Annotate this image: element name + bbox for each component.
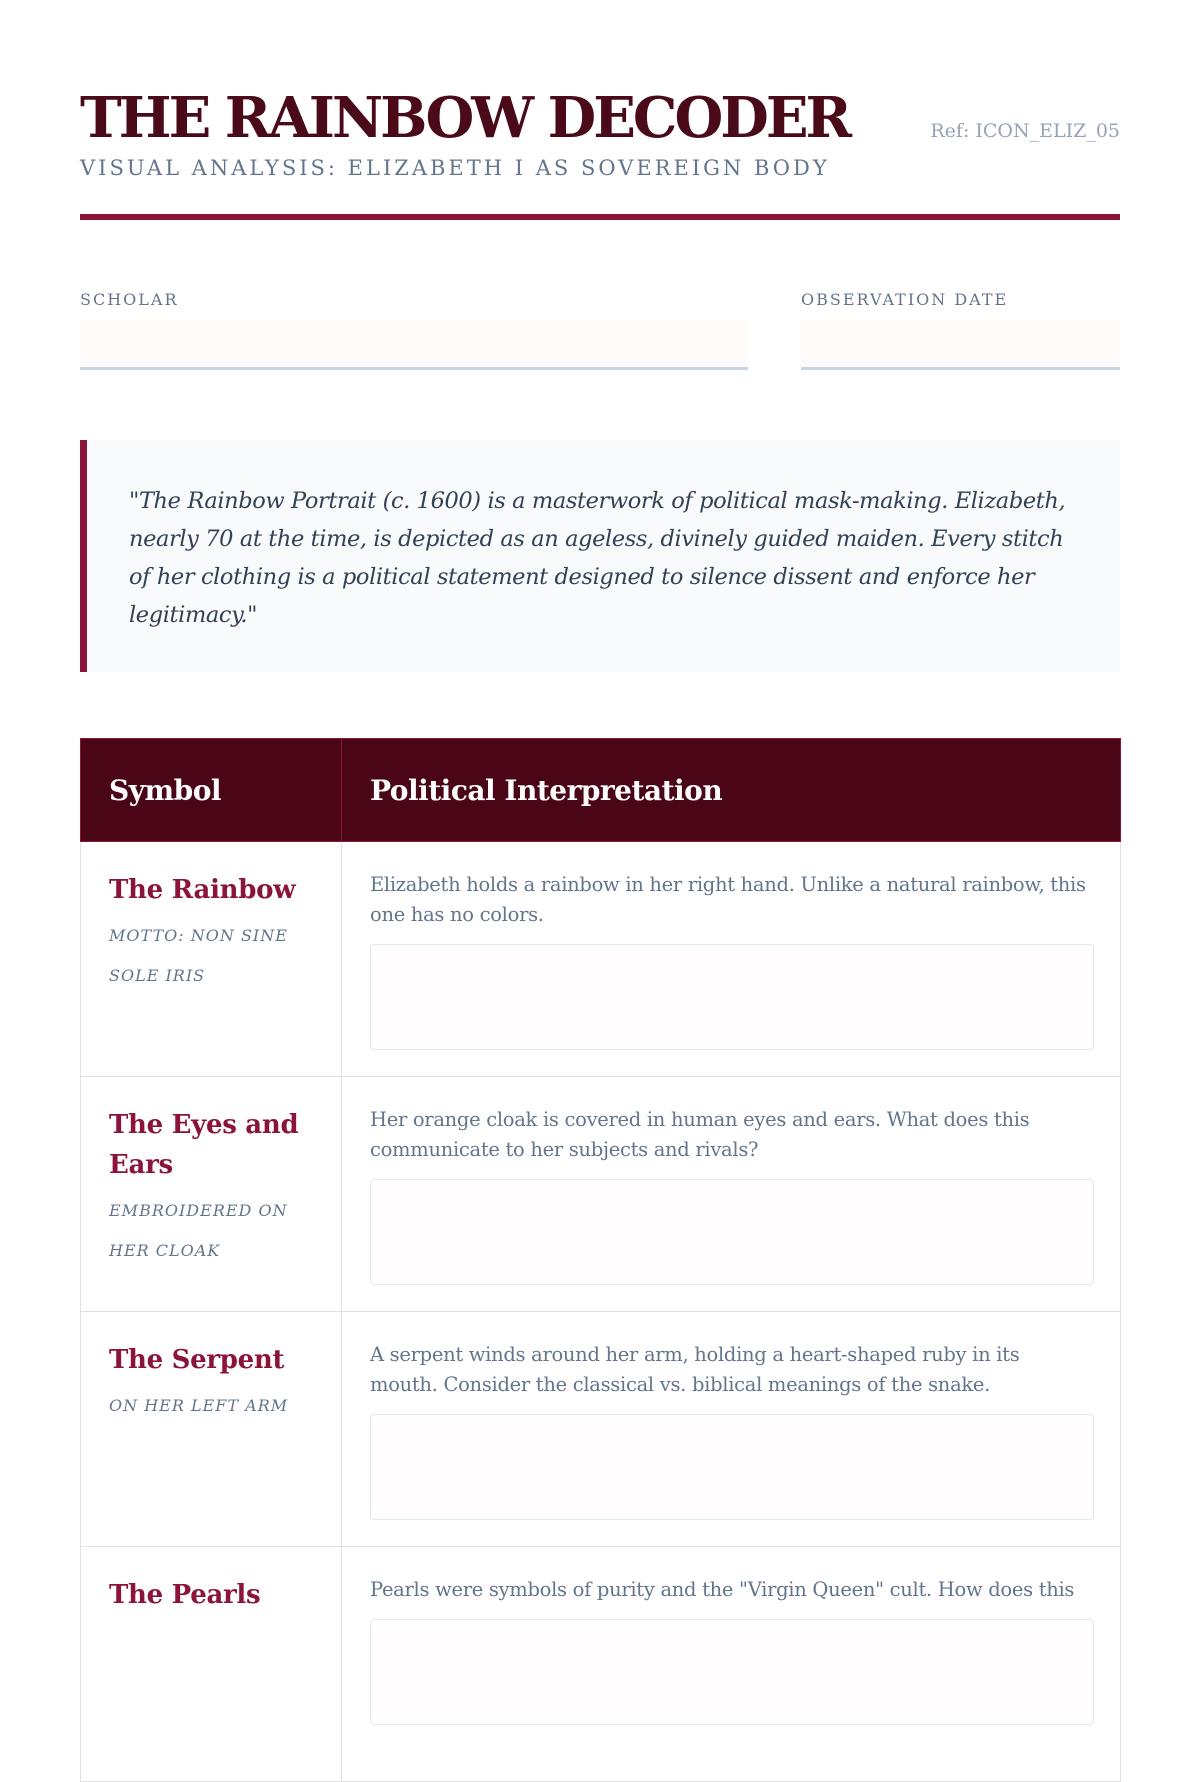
interpretation-prompt: Elizabeth holds a rainbow in her right hand. Unlike a natural rainbow, this one has no colors. bbox=[370, 873, 1086, 926]
table-row bbox=[81, 1312, 1121, 1547]
symbol-note: EMBROIDERED ON HER CLOAK bbox=[109, 1201, 288, 1260]
intro-quote: "The Rainbow Portrait (c. 1600) is a masterwork of political mask-making. Elizabeth, nearly 70 at the time, is depicted as an ageless, divinely guided maiden. Every stitch of her clothing is a political statement designed to silence dissent and enforce her legitimacy." bbox=[80, 440, 1120, 672]
scholar-input[interactable] bbox=[80, 320, 748, 370]
symbol-name: The Eyes and Ears bbox=[109, 1110, 299, 1180]
symbol-cell bbox=[81, 1547, 342, 1782]
interpretation-prompt: Pearls were symbols of purity and the "Virgin Queen" cult. How does this bbox=[370, 1578, 1075, 1601]
interpretation-answer[interactable] bbox=[370, 1179, 1094, 1285]
symbol-name: The Pearls bbox=[109, 1580, 261, 1610]
interpretation-cell bbox=[342, 1547, 1121, 1782]
observation-date-label: OBSERVATION DATE bbox=[801, 290, 1009, 309]
reference-code: Ref: ICON_ELIZ_05 bbox=[930, 120, 1120, 142]
interpretation-cell bbox=[342, 842, 1121, 1077]
scholar-label: SCHOLAR bbox=[80, 290, 179, 309]
worksheet bbox=[80, 0, 1120, 1610]
interpretation-answer[interactable] bbox=[370, 944, 1094, 1050]
symbol-note: ON HER LEFT ARM bbox=[109, 1396, 289, 1415]
symbol-cell bbox=[81, 1312, 342, 1547]
page-title: THE RAINBOW DECODER bbox=[80, 85, 850, 151]
interpretation-prompt: A serpent winds around her arm, holding a heart-shaped ruby in its mouth. Consider the classical vs. biblical meanings of the snake. bbox=[370, 1343, 1020, 1396]
symbol-name: The Rainbow bbox=[109, 875, 296, 905]
interpretation-answer[interactable] bbox=[370, 1619, 1094, 1725]
symbol-cell bbox=[81, 1077, 342, 1312]
table-row bbox=[81, 842, 1121, 1077]
symbol-table bbox=[80, 738, 1121, 1782]
page-subtitle: VISUAL ANALYSIS: ELIZABETH I AS SOVEREIGN BODY bbox=[80, 156, 830, 180]
interpretation-prompt: Her orange cloak is covered in human eyes and ears. What does this communicate to her subjects and rivals? bbox=[370, 1108, 1030, 1161]
interpretation-cell bbox=[342, 1312, 1121, 1547]
symbol-cell bbox=[81, 842, 342, 1077]
symbol-column-header: Symbol bbox=[81, 739, 342, 842]
interpretation-column-header: Political Interpretation bbox=[342, 739, 1121, 842]
interpretation-answer[interactable] bbox=[370, 1414, 1094, 1520]
table-header-row bbox=[81, 739, 1121, 842]
observation-date-input[interactable] bbox=[801, 320, 1120, 370]
info-fields bbox=[80, 220, 1120, 380]
table-row bbox=[81, 1547, 1121, 1782]
symbol-note: MOTTO: NON SINE SOLE IRIS bbox=[109, 926, 288, 985]
symbol-name: The Serpent bbox=[109, 1345, 285, 1375]
interpretation-cell bbox=[342, 1077, 1121, 1312]
table-row bbox=[81, 1077, 1121, 1312]
header bbox=[80, 0, 1120, 220]
